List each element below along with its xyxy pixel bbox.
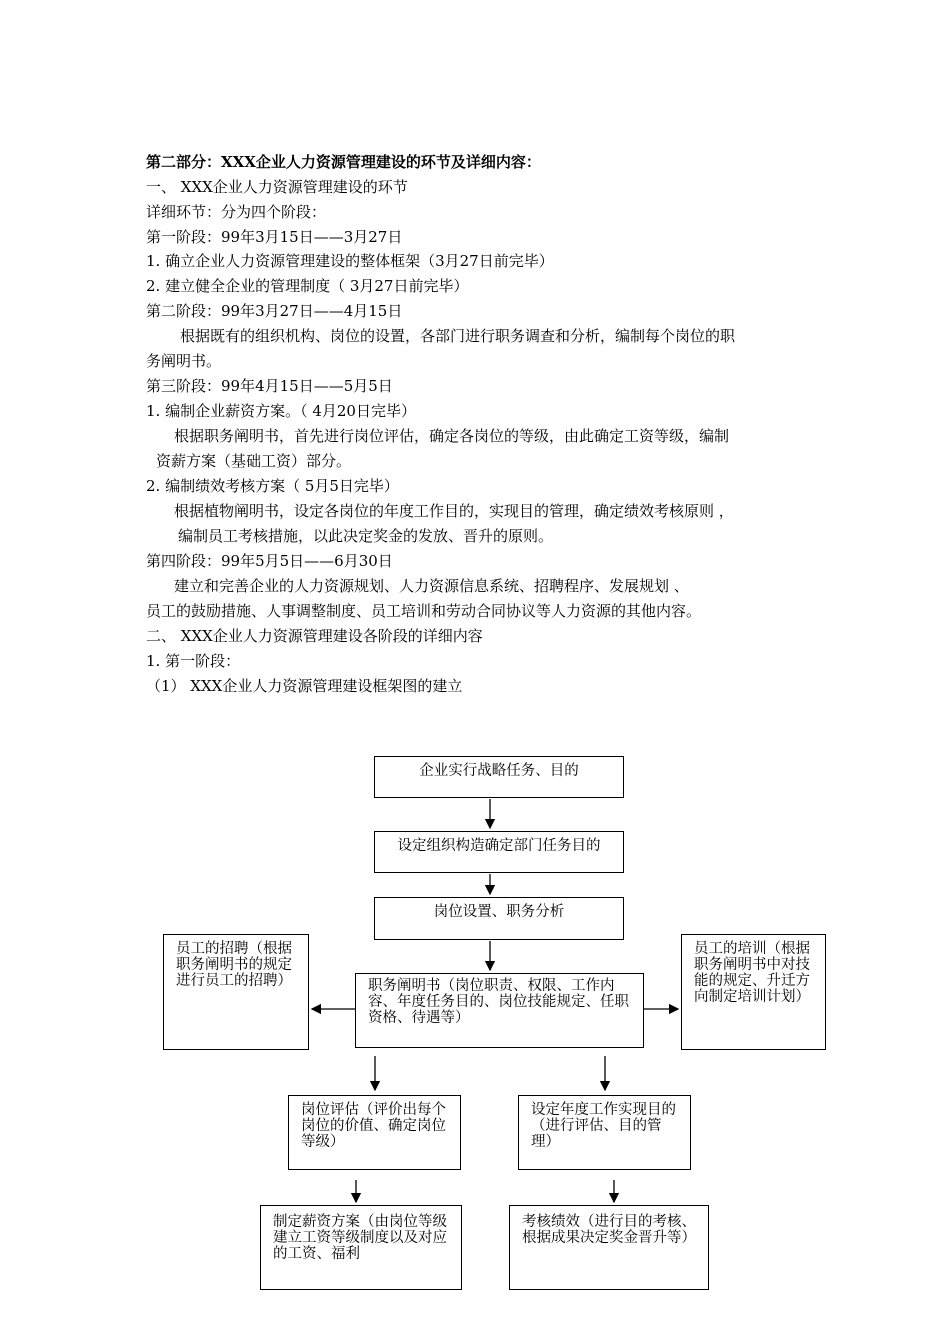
box-org-structure-text: 设定组织构造确定部门任务目的 [397,838,601,854]
text-line: 建立和完善企业的人力资源规划、人力资源信息系统、招聘程序、发展规划 、 [174,577,689,595]
text-line: 1. 第一阶段： [146,652,241,670]
text-line: 第四阶段：99年5月5日——6月30日 [146,552,393,570]
text-line: 资薪方案（基础工资）部分。 [156,452,352,470]
text-line: （1） XXX企业人力资源管理建设框架图的建立 [146,677,463,695]
text-line: 1. 编制企业薪资方案。（ 4月20日完毕） [146,402,416,420]
text-line: 第二阶段：99年3月27日——4月15日 [146,302,403,320]
box-annual-goals-text: 设定年度工作实现目的（进行评估、目的管理） [531,1102,676,1150]
box-salary-plan-text: 制定薪资方案（由岗位等级建立工资等级制度以及对应的工资、福利 [273,1214,447,1262]
box-performance-appraisal-text: 考核绩效（进行目的考核、根据成果决定奖金晋升等） [522,1214,696,1246]
box-recruitment-text: 员工的招聘（根据职务阐明书的规定进行员工的招聘） [176,941,292,989]
text-line: 编制员工考核措施，以此决定奖金的发放、晋升的原则。 [178,527,554,545]
text-line: 一、 XXX企业人力资源管理建设的环节 [146,178,408,196]
text-line: 根据植物阐明书，设定各岗位的年度工作目的，实现目的管理，确定绩效考核原则 ， [174,502,734,520]
text-line: 务阐明书。 [146,352,222,370]
box-training-text: 员工的培训（根据职务阐明书中对技能的规定、升迁方向制定培训计划） [694,941,810,1005]
text-line: 二、 XXX企业人力资源管理建设各阶段的详细内容 [146,627,483,645]
box-job-analysis-text: 岗位设置、职务分析 [433,904,565,920]
page-heading: 第二部分：XXX企业人力资源管理建设的环节及详细内容： [146,153,541,171]
text-line: 1. 确立企业人力资源管理建设的整体框架（3月27日前完毕） [146,252,554,270]
text-line: 第三阶段：99年4月15日——5月5日 [146,377,393,395]
text-line: 2. 编制绩效考核方案（ 5月5日完毕） [146,477,399,495]
box-strategy-text: 企业实行战略任务、目的 [419,763,579,779]
text-line: 根据职务阐明书，首先进行岗位评估，确定各岗位的等级，由此确定工资等级，编制 [174,427,730,445]
text-line: 2. 建立健全企业的管理制度（ 3月27日前完毕） [146,277,469,295]
text-line: 员工的鼓励措施、人事调整制度、员工培训和劳动合同协议等人力资源的其他内容。 [146,602,702,620]
box-job-evaluation-text: 岗位评估（评价出每个岗位的价值、确定岗位等级） [301,1102,446,1150]
text-line: 第一阶段：99年3月15日——3月27日 [146,228,403,246]
text-line: 详细环节：分为四个阶段： [146,203,327,221]
text-line: 根据既有的组织机构、岗位的设置，各部门进行职务调查和分析，编制每个岗位的职 [180,327,736,345]
box-job-description-text: 职务阐明书（岗位职责、权限、工作内容、年度任务目的、岗位技能规定、任职资格、待遇等） [368,978,629,1026]
